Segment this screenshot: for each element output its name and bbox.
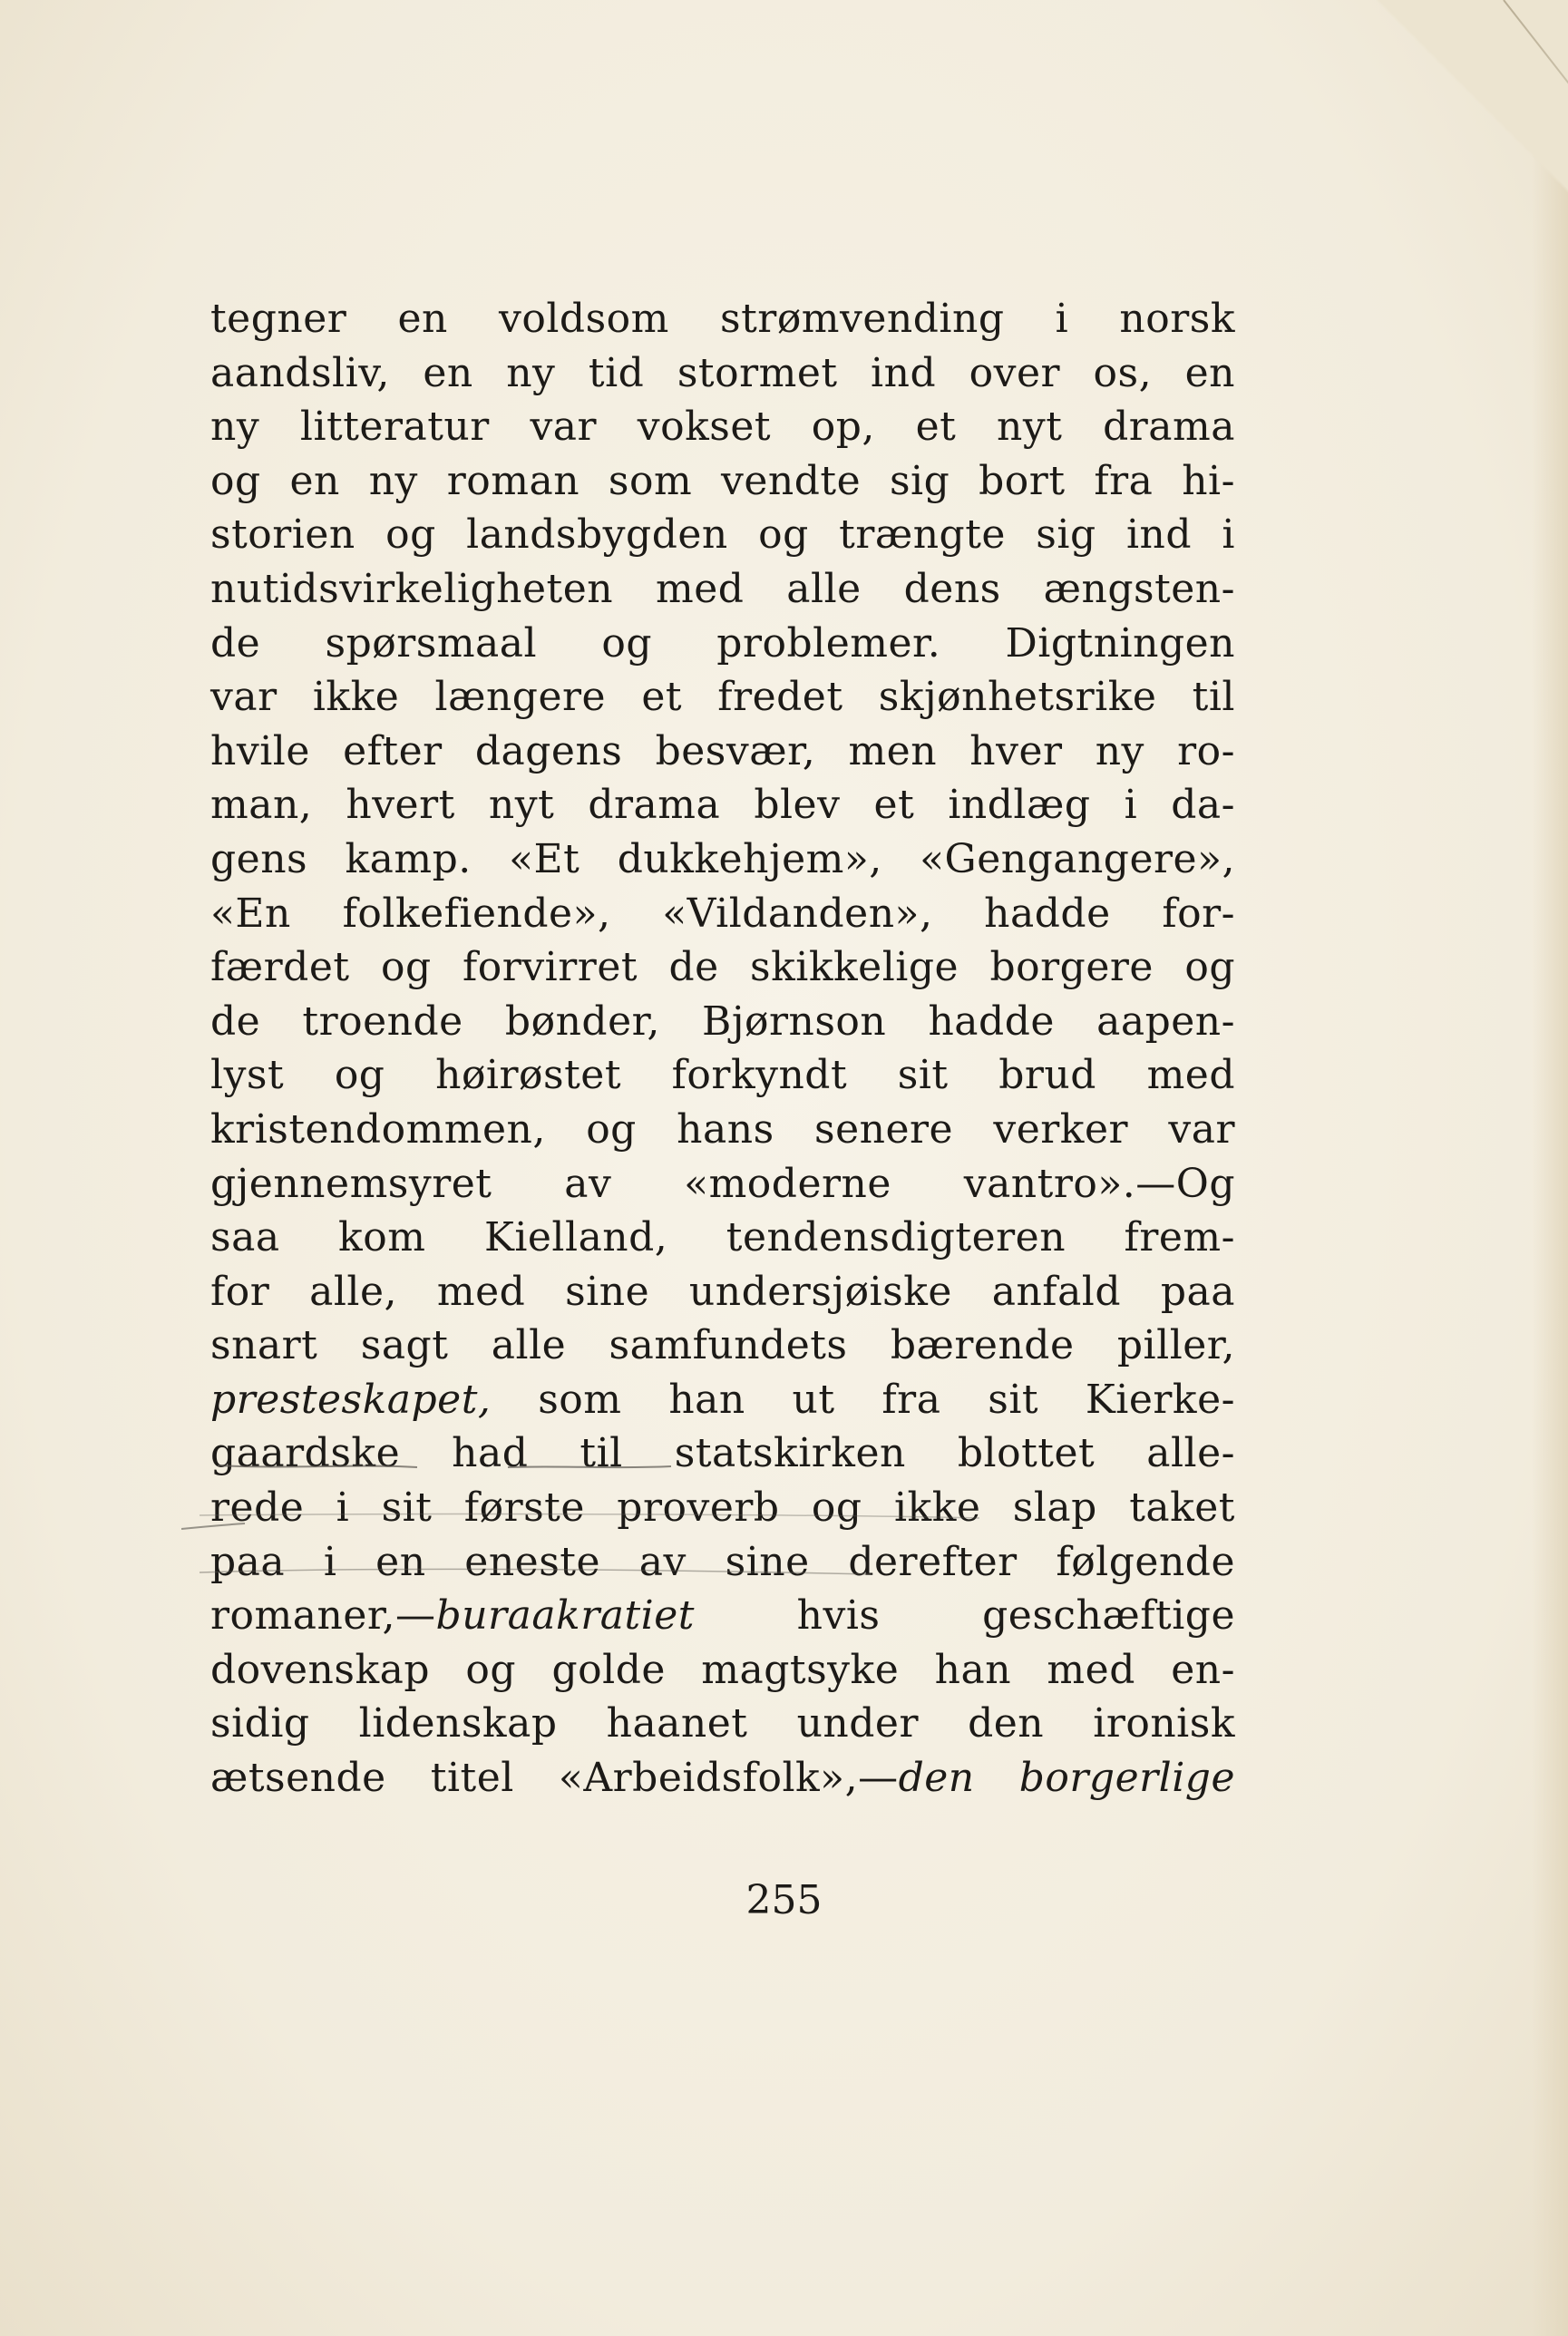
text-line [210,400,1235,454]
text-segment: man, hvert nyt drama blev et indlæg i da- [210,782,1235,829]
text-segment: paa i en eneste av sine derefter følgende [210,1538,1235,1585]
italic-phrase: buraakratiet [435,1592,695,1640]
text-segment: «En folkefiende», «Vildanden», hadde for- [210,890,1235,937]
text-segment: gens kamp. «Et dukkehjem», «Gengangere», [210,835,1235,882]
text-segment: var ikke længere et fredet skjønhetsrike til [210,674,1235,721]
text-segment: storien og landsbygden og trængte sig ind i [210,511,1235,559]
text-line [210,1589,1235,1643]
text-segment: som han ut fra sit Kierke- [491,1376,1235,1423]
text-line [210,832,1235,887]
text-segment: og en ny roman som vendte sig bort fra hi- [210,457,1235,504]
text-segment: hvis geschæftige [694,1592,1235,1640]
text-segment: ny litteratur var vokset op, et nyt drama [210,404,1235,451]
text-segment: nutidsvirkeligheten med alle dens ængsten- [210,565,1235,612]
text-segment: tegner en voldsom strømvending i norsk [210,296,1235,342]
text-line [210,1265,1235,1319]
page-edge-shadow [1532,0,1568,2336]
text-segment: sidig lidenskap haanet under den ironisk [210,1700,1235,1747]
text-line [210,1697,1235,1751]
text-line [210,508,1235,562]
text-line [210,670,1235,725]
text-segment: kristendommen, og hans senere verker var [210,1105,1235,1153]
text-line [210,562,1235,617]
text-line [210,1157,1235,1212]
text-line [210,995,1235,1049]
text-line [210,1211,1235,1265]
text-line [210,1481,1235,1535]
text-segment: ætsende titel «Arbeidsfolk»,— [210,1755,899,1802]
text-line [210,454,1235,509]
text-segment: hvile efter dagens besvær, men hver ny ro- [210,727,1235,774]
italic-phrase: presteskapet, [210,1376,492,1423]
italic-phrase: den borgerlige [898,1755,1235,1802]
text-line [210,617,1235,671]
text-segment: romaner,— [210,1592,436,1640]
text-segment: gaardske had til statskirken blottet alle- [210,1430,1235,1477]
text-line [210,940,1235,995]
text-line [210,725,1235,779]
text-segment: færdet og forvirret de skikkelige borgere og [210,944,1235,991]
text-segment: saa kom Kielland, tendensdigteren frem- [210,1214,1235,1261]
text-segment: aandsliv, en ny tid stormet ind over os, en [210,349,1235,396]
body-text [210,292,1235,1806]
text-line [210,1535,1235,1590]
text-line [210,1643,1235,1698]
text-line [210,887,1235,941]
text-line [210,1319,1235,1373]
text-line [210,1426,1235,1481]
text-line [210,1373,1235,1427]
text-segment: gjennemsyret av «moderne vantro».—Og [210,1160,1235,1207]
page-number: 255 [745,1877,823,1923]
text-line [210,1048,1235,1103]
text-segment: dovenskap og golde magtsyke han med en- [210,1646,1235,1693]
text-segment: de spørsmaal og problemer. Digtningen [210,619,1235,667]
text-segment: de troende bønder, Bjørnson hadde aapen- [210,998,1235,1045]
text-line [210,346,1235,401]
text-segment: lyst og høirøstet forkyndt sit brud med [210,1052,1235,1099]
text-segment: snart sagt alle samfundets bærende piller, [210,1322,1235,1369]
text-segment: for alle, med sine undersjøiske anfald paa [210,1268,1235,1315]
text-line [210,1751,1235,1806]
text-line [210,292,1235,346]
text-line [210,778,1235,832]
text-segment: rede i sit første proverb og ikke slap taket [210,1484,1235,1532]
text-line [210,1103,1235,1157]
